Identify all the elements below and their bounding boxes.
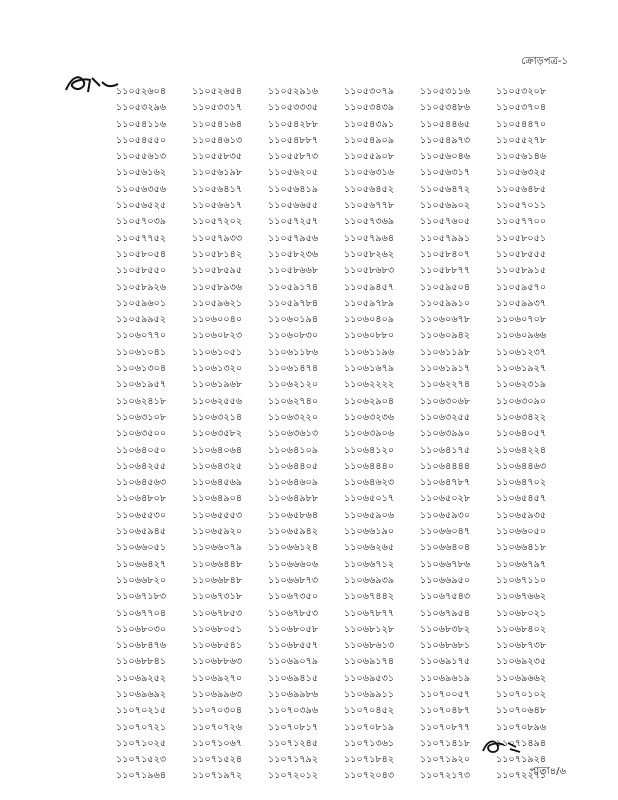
roll-number-cell: ১১০৬৪১০৯ [268,444,319,456]
roll-number-cell: ১১০৬৯০৭৯ [268,656,319,668]
roll-number-cell: ১১০৫৫৬১৩ [116,151,167,163]
roll-number-cell: ১১০৬৩১০৮ [116,411,167,423]
roll-number-cell: ১১০৬৭৪৪২ [344,591,395,603]
roll-number-cell: ১১০৭১৮৪২ [344,754,395,766]
roll-number-cell: ১১০৫৭৭৫২ [116,232,167,244]
roll-number-cell: ১১০৬৯২৫২ [116,672,167,684]
roll-number-cell: ১১০৫৪৫৫০ [116,134,167,146]
roll-number-cell: ১১০৬০৬৭৮ [420,314,471,326]
roll-number-cell: ১১০৬২৪১৮ [116,395,167,407]
roll-number-cell: ১১০৫৫৮৭৩ [268,151,319,163]
roll-number-cell: ১১০৫৬২০৫ [268,167,319,179]
roll-number-cell: ১১০৬৮৮৬৩ [192,656,243,668]
roll-number-cell: ১১০৬৬০৭৯ [192,542,243,554]
roll-number-cell: ১১০৬৩২৩৬ [344,411,395,423]
roll-number-cell: ১১০৬৩৯৯০ [420,428,471,440]
roll-number-cell: ১১০৭১২৪৫ [268,737,319,749]
roll-number-cell: ১১০৫৮৫৫০ [116,265,167,277]
roll-number-cell: ১১০৫৬৩১৬ [344,167,395,179]
roll-number-cell: ১১০৬৪০৬৪ [192,444,243,456]
roll-number-cell: ১১০৫৩৩১৭ [192,102,243,114]
roll-number-cell: ১১০৬৪৪৪৪ [420,460,471,472]
roll-number-cell: ১১০৫২৬৫৪ [192,86,243,97]
roll-number-cell: ১১০৬৬৮২০ [116,574,167,586]
roll-number-cell: ১১০৫৭৭০০ [496,216,547,228]
roll-number-cell: ১১০৫৮২৬২ [344,248,395,260]
roll-number-cell: ১১০৫৬৯০২ [420,200,471,212]
roll-number-cell: ১১০৬২১২০ [268,379,319,391]
roll-number-cell: ১১০৬৭৩৫০ [268,591,319,603]
roll-number-cell: ১১০৬৫৪৫৭ [496,493,547,505]
roll-number-cell: ১১০৬৫৫৩০ [116,509,167,521]
roll-number-cell: ১১০৫৮৫৫৫ [496,248,547,260]
roll-number-cell: ১১০৫৯৬২১ [192,297,243,309]
roll-number-cell: ১১০৫৭৩৬৯ [344,216,395,228]
roll-number-cell: ১১০৬২২৭৪ [420,379,471,391]
roll-number-cell: ১১০৫৩৪৩৯ [344,102,395,114]
roll-number-cell: ১১০৬৪১২০ [344,444,395,456]
roll-number-cell: ১১০৬৮৬৮১ [420,640,471,652]
roll-number-cell: ১১০৫৩২৯৬ [116,102,167,114]
roll-number-cell: ১১০৬৮৩৮২ [420,623,471,635]
roll-number-cell: ১১০৭১৩৬১ [344,737,395,749]
roll-number-cell: ১১০৫৭২৫৭ [268,216,319,228]
roll-number-cell: ১১০৫৮৯২৬ [116,281,167,293]
roll-number-cell: ১১০৬৮৫৫৭ [268,640,319,652]
roll-number-cell: ১১০৬৭১১০ [496,574,547,586]
roll-number-cell: ১১০৬১৩২০ [192,363,243,375]
roll-number-cell: ১১০৫৬৩৫৬ [116,183,167,195]
roll-number-cell: ১১০৬৬৮৪৮ [192,574,243,586]
roll-number-cell: ১১০৬৯৫৩১ [344,672,395,684]
roll-number-cell: ১১০৭২০১২ [268,770,319,782]
roll-number-cell: ১১০৬৮৫৪১ [192,640,243,652]
roll-number-cell: ১১০৫৭০১১ [496,200,547,212]
roll-number-cell: ১১০৭২২৭১ [496,770,547,782]
roll-number-cell: ১১০৬১৯৫৭ [116,379,167,391]
signature-mark [62,70,124,98]
roll-number-cell: ১১০৭১৫২৪ [192,754,243,766]
roll-number-cell: ১১০৭১৯২০ [420,754,471,766]
roll-number-cell: ১১০৬১০৪১ [116,346,167,358]
roll-number-cell: ১১০৫৮৬৬৮ [268,265,319,277]
roll-number-cell: ১১০৬১৬৭৯ [344,363,395,375]
roll-number-cell: ১১০৭০৮৯৬ [496,721,547,733]
roll-number-cell: ১১০৫৬০৪৬ [420,151,471,163]
roll-number-cell: ১১০৫৪৩৯১ [344,118,395,130]
roll-number-cell: ১১০৫৯৫০৪ [420,281,471,293]
roll-number-cell: ১১০৬৪৪৬৩ [496,460,547,472]
roll-number-cell: ১১০৭১৯২৪ [496,754,547,766]
roll-number-cell: ১১০৫৯১৭৪ [268,281,319,293]
roll-number-cell: ১১০৬৪৯৮৮ [268,493,319,505]
roll-number-cell: ১১০৬৯৯৬৩ [192,688,243,700]
roll-number-cell: ১১০৬৭৮৫৩ [268,607,319,619]
roll-number-cell: ১১০৬৬৭১২ [344,558,395,570]
roll-number-cell: ১১০৬৯৯১১ [344,688,395,700]
roll-number-cell: ১১০৬১৯২৭ [496,363,547,375]
roll-number-cell: ১১০৫৯৭৮৯ [344,297,395,309]
roll-number-cell: ১১০৫৩৪৮৬ [420,102,471,114]
roll-number-cell: ১১০৫৯৬০১ [116,297,167,309]
roll-number-cell: ১১০৭০৮১৯ [344,721,395,733]
roll-number-cell: ১১০৬৫৮৬৪ [268,509,319,521]
roll-number-cell: ১১০৬২৭৪০ [268,395,319,407]
roll-number-cell: ১১০৬৬০৫১ [116,542,167,554]
roll-number-cell: ১১০৫৮৯৩৬ [192,281,243,293]
roll-number-cell: ১১০৬৬৭৯৭ [496,558,547,570]
roll-number-cell: ১১০৬৪৭৮৭ [420,477,471,489]
roll-number-cell: ১১০৬১১৯৬ [344,346,395,358]
roll-number-cell: ১১০৬৬০৫০ [496,526,547,538]
roll-number-cell: ১১০৬৫৯৪৫ [116,526,167,538]
roll-number-cell: ১১০৫৯৯১০ [420,297,471,309]
roll-number-cell: ১১০৫৭৯৩৩ [192,232,243,244]
roll-number-cell: ১১০৬৭১৮৩ [116,591,167,603]
roll-number-cell: ১১০৫৬৬৫৫ [268,200,319,212]
roll-number-cell: ১১০৬৮০৩০ [116,623,167,635]
roll-number-cell: ১১০৬৮৬১৩ [344,640,395,652]
roll-number-cell: ১১০৬৮০২১ [496,607,547,619]
roll-number-cell: ১১০৫৯৯৫২ [116,314,167,326]
roll-number-cell: ১১০৭১৯৬৪ [116,770,167,782]
roll-number-cell: ১১০৫৭৯৯১ [420,232,471,244]
roll-number-cell: ১১০৬৯৬৬২ [496,672,547,684]
roll-number-cell: ১১০৫৬৪৮৫ [496,183,547,195]
roll-number-cell: ১১০৬২৯০৪ [344,395,395,407]
roll-number-cell: ১১০৫৬৩২৫ [496,167,547,179]
roll-number-cell: ১১০৬৮৮৪১ [116,656,167,668]
roll-number-cell: ১১০৫৬৪৭২ [420,183,471,195]
roll-number-cell: ১১০৬৬১২৪ [268,542,319,554]
roll-number-cell: ১১০৬০৪০৯ [344,314,395,326]
roll-number-cell: ১১০৬৮০৫৮ [268,623,319,635]
roll-number-cell: ১১০৫৬৩১৭ [420,167,471,179]
roll-number-cell: ১১০৫৬১৯৮ [192,167,243,179]
roll-number-cell: ১১০৬৩২৫৫ [420,411,471,423]
roll-number-cell: ১১০৫৪১১৬ [116,118,167,130]
signature-mark [480,735,526,757]
roll-number-cell: ১১০৫৬১৬২ [116,167,167,179]
roll-number-cell: ১১০৫৭২০২ [192,216,243,228]
roll-number-cell: ১১০৫৮৯১৫ [496,265,547,277]
roll-number-cell: ১১০৬৯২৩৫ [496,656,547,668]
roll-number-cell: ১১০৬৪৩২৫ [192,460,243,472]
roll-number-cell: ১১০৫৬৪৫২ [344,183,395,195]
roll-number-cell: ১১০৬০৭৭০ [116,330,167,342]
roll-number-cell: ১১০৫৩৭০৪ [496,102,547,114]
roll-number-cell: ১১০৭০৪৮৭ [420,705,471,717]
roll-number-cell: ১১০৬০৮৮০ [344,330,395,342]
roll-number-cell: ১১০৬৬৪০৪ [420,542,471,554]
roll-number-cell: ১১০৫৪৯০৯ [344,134,395,146]
roll-number-cell: ১১০৬৪২৫৫ [116,460,167,472]
roll-number-cell: ১১০৬৯১৭৫ [420,656,471,668]
roll-number-cell: ১১০৭২১৭৩ [420,770,471,782]
roll-number-cell: ১১০৬৪০৫০ [116,444,167,456]
roll-number-cell: ১১০৭১৭৯২ [268,754,319,766]
roll-number-cell: ১১০৬৭৯৫৪ [420,607,471,619]
roll-number-cell: ১১০৬৭৬৬২ [496,591,547,603]
roll-number-cell: ১১০৭২০৪৩ [344,770,395,782]
roll-number-cell: ১১০৬৪৫৬৯ [192,477,243,489]
roll-number-cell: ১১০৬০৮২৩ [192,330,243,342]
roll-number-cell: ১১০৫৪৬১৩ [192,134,243,146]
roll-number-cell: ১১০৬১৯১৭ [420,363,471,375]
roll-number-cell: ১১০৬৩৫৮২ [192,428,243,440]
roll-number-cell: ১১০৬৬৯৩৯ [344,574,395,586]
roll-number-cell: ১১০৭০২১৫ [116,705,167,717]
roll-number-cell: ১১০৫৪১৬৪ [192,118,243,130]
roll-number-cell: ১১০৫৬৬১৭ [192,200,243,212]
roll-number-cell: ১১০৭০৩৯৬ [268,705,319,717]
roll-number-cell: ১১০৬৮৪০২ [496,623,547,635]
roll-number-cell: ১১০৫৫৮৩৫ [192,151,243,163]
roll-number-cell: ১১০৬৪৯০৪ [192,493,243,505]
roll-number-cell: ১১০৬৮১২৮ [344,623,395,635]
roll-number-cell: ১১০৬৪৭০২ [496,477,547,489]
roll-number-cell: ১১০৬৬৬০৬ [268,558,319,570]
roll-number-cell: ১১০৬৬৮৭৩ [268,574,319,586]
roll-number-cell: ১১০৬৪৬০৯ [268,477,319,489]
roll-number-cell: ১১০৭০৮১৭ [268,721,319,733]
roll-number-cell: ১১০৬৪২২৪ [496,444,547,456]
roll-number-cell: ১১০৫৬৭৭৮ [344,200,395,212]
roll-number-cell: ১১০৫৭৬০৫ [420,216,471,228]
roll-number-cell: ১১০৬০১৯৪ [268,314,319,326]
roll-number-cell: ১১০৬৮৭৩৮ [496,640,547,652]
roll-number-cell: ১১০৬২৫৫৬ [192,395,243,407]
roll-number-cell: ১১০৬৪৮০৮ [116,493,167,505]
roll-number-cell: ১১০৫৪৪৬৫ [420,118,471,130]
roll-number-cell: ১১০৬৬২৬৫ [344,542,395,554]
roll-number-cell: ১১০৫৮২৩৬ [268,248,319,260]
roll-number-cell: ১১০৬০৮৩০ [268,330,319,342]
roll-number-cell: ১১০৬৩৫০০ [116,428,167,440]
roll-number-cell: ১১০৬৫৯৩০ [420,509,471,521]
roll-number-cell: ১১০৬০৯৬৬ [496,330,547,342]
roll-number-cell: ১১০৬০৯৪২ [420,330,471,342]
roll-number-cell: ১১০৫৮৮৭৭ [420,265,471,277]
roll-number-cell: ১১০৬৩২১৪ [192,411,243,423]
roll-number-cell: ১১০৬৯৯৮৬ [268,688,319,700]
roll-number-cell: ১১০৭০৭২১ [116,721,167,733]
roll-number-cell: ১১০৭০০৫৭ [420,688,471,700]
roll-number-cell: ১১০৬১০৫১ [192,346,243,358]
roll-number-cell: ১১০৬৯১৭৪ [344,656,395,668]
roll-number-cell: ১১০৬৮০৫১ [192,623,243,635]
roll-number-cell: ১১০৭১৪৯৪ [496,737,547,749]
roll-number-cell: ১১০৫৯৪৫৭ [344,281,395,293]
roll-number-cell: ১১০৬১৩০৪ [116,363,167,375]
roll-number-cell: ১১০৬০০৪০ [192,314,243,326]
roll-number-cell: ১১০৭১০৬৭ [192,737,243,749]
roll-number-cell: ১১০৫৭৯৫৬ [268,232,319,244]
roll-number-cell: ১১০৬৬০৪৭ [420,526,471,538]
roll-number-cell: ১১০৬৭৫৪৩ [420,591,471,603]
roll-number-cell: ১১০৬১১৯৮ [420,346,471,358]
roll-number-cell: ১১০৬৪৫৬৩ [116,477,167,489]
roll-number-cell: ১১০৫৩০৭৯ [344,86,395,97]
roll-number-cell: ১১০৬৬৯৫০ [420,574,471,586]
roll-number-cell: ১১০৬৪৪০৫ [268,460,319,472]
roll-number-cell: ১১০৬০৭০৮ [496,314,547,326]
roll-number-cell: ১১০৫৩১১৬ [420,86,471,97]
roll-number-cell: ১১০৫৪২৮৮ [268,118,319,130]
roll-number-cell: ১১০৬৩৬১৩ [268,428,319,440]
roll-number-cell: ১১০৬৬৪২৭ [116,558,167,570]
roll-number-cell: ১১০৬৮৪৭৬ [116,640,167,652]
roll-number-cell: ১১০৬৬১৯০ [344,526,395,538]
roll-number-cell: ১১০৬৪১৭৫ [420,444,471,456]
roll-number-cell: ১১০৭০৮৭৭ [420,721,471,733]
roll-number-cell: ১১০৬৯৬১৯ [420,672,471,684]
roll-number-cell: ১১০৬৫৯৪২ [268,526,319,538]
roll-number-cell: ১১০৭০৬৪৮ [496,705,547,717]
roll-number-cell: ১১০৬৫৫৫৩ [192,509,243,521]
roll-number-cell: ১১০৬৩০৬৮ [420,395,471,407]
roll-number-cell: ১১০৬১৯৬৮ [192,379,243,391]
roll-number-cell: ১১০৫৮০৫১ [496,232,547,244]
roll-number-cell: ১১০৬৭৭০৪ [116,607,167,619]
roll-number-cell: ১১০৬৫৯০৬ [344,509,395,521]
roll-number-cell: ১১০৫৮০৫৪ [116,248,167,260]
roll-number-cell: ১১০৫৯৯৩৭ [496,297,547,309]
roll-number-cell: ১১০৫৬৪১৯ [268,183,319,195]
roll-number-cell: ১১০৫৯৭৮৪ [268,297,319,309]
roll-number-cell: ১১০৬৫০২৮ [420,493,471,505]
roll-number-cell: ১১০৫৪৪৭০ [496,118,547,130]
roll-number-cell: ১১০৭১৫২৩ [116,754,167,766]
roll-number-cell: ১১০৫৯৫৭০ [496,281,547,293]
roll-number-cell: ১১০৬৫৯৩৫ [496,509,547,521]
roll-number-cell: ১১০৭১৯৭২ [192,770,243,782]
roll-number-cell: ১১০৭১৪১৮ [420,737,471,749]
roll-number-cell: ১১০৫৫৯০৮ [344,151,395,163]
roll-number-cell: ১১০৬৬৭৮৬ [420,558,471,570]
roll-number-cell: ১১০৬৭৮৫৩ [192,607,243,619]
roll-number-cell: ১১০৫৩২০৮ [496,86,547,97]
page-number: পাতা৪/৬ [529,766,566,777]
roll-number-cell: ১১০৬৬৪৪৮ [192,558,243,570]
roll-number-cell: ১১০৬৫০১৭ [344,493,395,505]
roll-number-cell: ১১০৫৬১৪৬ [496,151,547,163]
roll-number-cell: ১১০৭১০২৫ [116,737,167,749]
roll-number-cell: ১১০৫৭৯৬৪ [344,232,395,244]
roll-number-cell: ১১০৫৭০৩৯ [116,216,167,228]
roll-number-cell: ১১০৬৩৯০৬ [344,428,395,440]
roll-number-cell: ১১০৬৪৪৪০ [344,460,395,472]
roll-number-cell: ১১০৭০৪৫২ [344,705,395,717]
roll-number-cell: ১১০৫৮৫৯৫ [192,265,243,277]
roll-number-cell: ১১০৭০৩০৪ [192,705,243,717]
roll-number-cell: ১১০৬২৩১৯ [496,379,547,391]
roll-number-cell: ১১০৭০১০২ [496,688,547,700]
roll-number-cell: ১১০৬৪৬২৩ [344,477,395,489]
roll-number-cell: ১১০৬৩৪২২ [496,411,547,423]
roll-number-cell: ১১০৫৪৯৭৩ [420,134,471,146]
roll-number-cell: ১১০৬২২২২ [344,379,395,391]
roll-number-cell: ১১০৬৪০৫৭ [496,428,547,440]
roll-number-cell: ১১০৫৫২৭৮ [496,134,547,146]
roll-number-cell: ১১০৫৬৪১৭ [192,183,243,195]
roll-number-cell: ১১০৫৩৩৩৫ [268,102,319,114]
roll-number-cell: ১১০৬১১৮৬ [268,346,319,358]
roll-number-cell: ১১০৫৬৫২৫ [116,200,167,212]
roll-number-cell: ১১০৬১৪৭৪ [268,363,319,375]
roll-number-cell: ১১০৬৯২৭০ [192,672,243,684]
roll-number-cell: ১১০৬৫৯২০ [192,526,243,538]
roll-number-cell: ১১০৬৯৬৯২ [116,688,167,700]
roll-number-cell: ১১০৫৮৬৮৩ [344,265,395,277]
roll-number-cell: ১১০৫৪৮৮৭ [268,134,319,146]
roll-number-cell: ১১০৬৩০৯০ [496,395,547,407]
roll-number-cell: ১১০৫৮৪০৭ [420,248,471,260]
roll-number-cell: ১১০৬৭৩১৮ [192,591,243,603]
roll-number-cell: ১১০৬১২৩৭ [496,346,547,358]
roll-number-cell: ১১০৫৮১৪২ [192,248,243,260]
roll-number-cell: ১১০৭০৭২৬ [192,721,243,733]
annex-label: ক্রোড়পত্র-১ [521,56,568,67]
roll-number-cell: ১১০৬৩২২০ [268,411,319,423]
roll-number-cell: ১১০৬৬৪১৮ [496,542,547,554]
roll-number-cell: ১১০৫২৯১৬ [268,86,319,97]
roll-number-cell: ১১০৬৭৮৭৭ [344,607,395,619]
roll-number-cell: ১১০৫২৬০৪ [116,86,167,97]
roll-number-cell: ১১০৬৯৪১৫ [268,672,319,684]
